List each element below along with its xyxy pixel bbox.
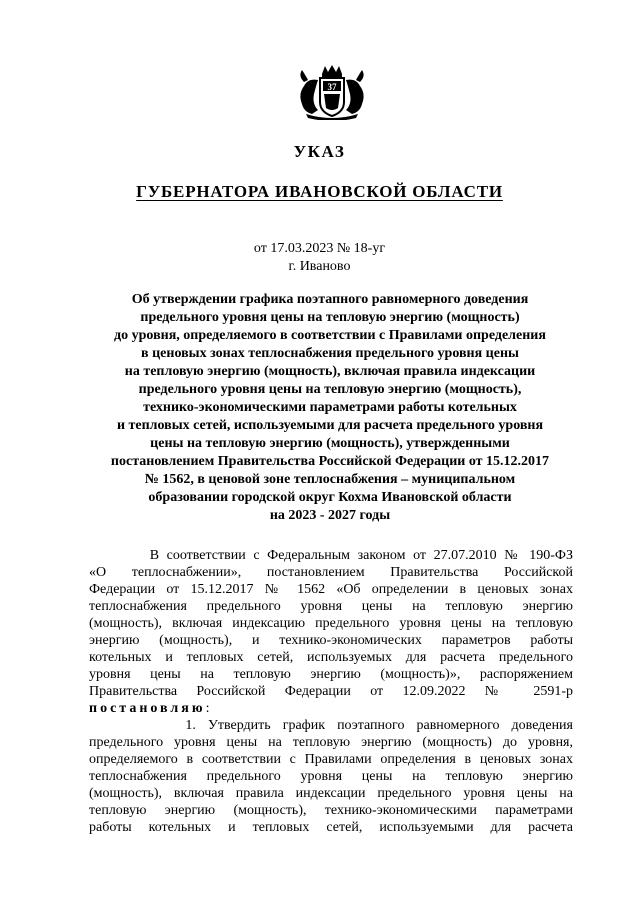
subject-line: в ценовых зонах теплоснабжения предельного уровня цены: [141, 346, 519, 361]
subject-line: на тепловую энергию (мощность), включая правила индексации: [124, 364, 536, 379]
body-line: (мощность), включая индексацию предельного уровня цены на тепловую: [89, 616, 573, 631]
item-line: работы котельных и тепловых сетей, используемыми для расчета: [89, 820, 573, 835]
item-line: теплоснабжения предельного уровня цены на тепловую энергию: [89, 769, 573, 784]
body-line: Федерации от 15.12.2017 № 1562 «Об определении в ценовых зонах: [89, 582, 573, 597]
body-line: энергию (мощность), и технико-экономических параметров работы: [89, 633, 573, 648]
decree-line: [89, 700, 573, 717]
subject-line: на 2023 - 2027 годы: [269, 508, 391, 523]
body-line: «О теплоснабжении», постановлением Правительства Российской: [89, 565, 573, 580]
document-type-title: УКАЗ: [293, 142, 346, 161]
item-line: (мощность), включая правила индексации предельного уровня цены на: [89, 786, 573, 801]
decree-word: постановляю: [89, 701, 206, 716]
coat-of-arms-icon: [290, 64, 374, 120]
item-line: предельного уровня цены на тепловую энергию (мощность) до уровня,: [89, 735, 573, 750]
item-line: определяемого в соответствии с Правилами определения в ценовых зонах: [89, 752, 573, 767]
svg-text:37: 37: [327, 82, 337, 92]
document-body: [89, 547, 573, 836]
subject-line: до уровня, определяемого в соответствии с Правилами определения: [114, 328, 546, 343]
subject-line: и тепловых сетей, используемыми для расчета предельного уровня: [116, 418, 544, 433]
coat-of-arms-graphic: [290, 64, 374, 120]
body-line: теплоснабжения предельного уровня цены на тепловую энергию: [89, 599, 573, 614]
item-line: тепловую энергию (мощность), технико-экономическими параметрами: [89, 803, 573, 818]
subject-line: предельного уровня цены на тепловую энергию (мощность): [140, 310, 520, 325]
document-city: г. Иваново: [288, 259, 351, 274]
document-subject: [80, 291, 580, 525]
document-date-number: от 17.03.2023 № 18-уг: [253, 241, 386, 256]
subject-line: технико-экономическими параметрами работы котельных: [143, 400, 517, 415]
issuer-title: ГУБЕРНАТОРА ИВАНОВСКОЙ ОБЛАСТИ: [136, 182, 503, 201]
subject-line: образовании городской округ Кохма Ивановской области: [148, 490, 512, 505]
body-line: уровня цены на тепловую энергию (мощность)», распоряжением: [89, 667, 573, 682]
body-line: В соответствии с Федеральным законом от 27.07.2010 № 190-ФЗ: [89, 548, 573, 563]
subject-line: цены на тепловую энергию (мощность), утвержденными: [150, 436, 510, 451]
subject-line: предельного уровня цены на тепловую энергию (мощность),: [138, 382, 522, 397]
subject-line: Об утверждении графика поэтапного равномерного доведения: [131, 292, 529, 307]
decree-colon: :: [205, 701, 210, 716]
item-line: 1. Утвердить график поэтапного равномерного доведения: [89, 718, 573, 733]
body-line: Правительства Российской Федерации от 12.09.2022 № 2591-р: [89, 684, 573, 699]
body-line: котельных и тепловых сетей, используемых для расчета предельного: [89, 650, 573, 665]
subject-line: постановлением Правительства Российской Федерации от 15.12.2017: [110, 454, 550, 469]
subject-line: № 1562, в ценовой зоне теплоснабжения – муниципальном: [144, 472, 516, 487]
